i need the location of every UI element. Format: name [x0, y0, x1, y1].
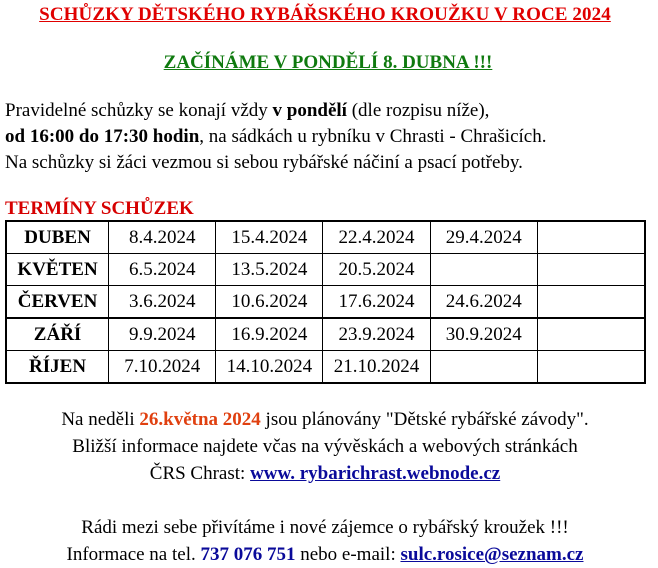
month-cell: ČERVEN [6, 286, 109, 319]
date-cell: 9.9.2024 [109, 318, 216, 351]
footer-line-5 [0, 541, 650, 568]
intro-bold-time: od 16:00 do 17:30 hodin [5, 126, 200, 147]
date-cell: 24.6.2024 [430, 286, 537, 319]
date-cell [537, 254, 645, 286]
intro-text: , na sádkách u rybníku v Chrasti - Chrašicích. [199, 126, 547, 147]
date-cell: 23.9.2024 [323, 318, 430, 351]
date-cell: 14.10.2024 [216, 351, 323, 384]
intro-line-1 [5, 98, 655, 124]
intro-text: Pravidelné schůzky se konají vždy [5, 100, 273, 121]
date-cell: 7.10.2024 [109, 351, 216, 384]
date-cell: 6.5.2024 [109, 254, 216, 286]
date-cell: 29.4.2024 [430, 221, 537, 254]
month-cell: KVĚTEN [6, 254, 109, 286]
start-announcement: ZAČÍNÁME V PONDĚLÍ 8. DUBNA !!! [163, 52, 493, 73]
date-cell: 10.6.2024 [216, 286, 323, 319]
date-cell: 20.5.2024 [323, 254, 430, 286]
footer-line-3 [0, 460, 650, 487]
date-cell [537, 221, 645, 254]
schedule-row [6, 351, 645, 384]
date-cell [430, 351, 537, 384]
month-cell: ŘÍJEN [6, 351, 109, 384]
date-cell [537, 351, 645, 384]
phone-number: 737 076 751 [200, 544, 296, 565]
date-cell: 22.4.2024 [323, 221, 430, 254]
footer-line-2: Bližší informace najdete včas na vývěskách a webových stránkách [72, 436, 578, 457]
date-cell: 15.4.2024 [216, 221, 323, 254]
footer-spacer [0, 487, 650, 514]
date-cell: 16.9.2024 [216, 318, 323, 351]
footer-line-4: Rádi mezi sebe přivítáme i nové zájemce o rybářský kroužek !!! [81, 517, 569, 538]
footer-text: ČRS Chrast: [149, 463, 251, 484]
footer-line-1 [0, 406, 650, 433]
schedule-row [6, 318, 645, 351]
schedule-row [6, 221, 645, 254]
schedule-row [6, 286, 645, 319]
date-cell [537, 286, 645, 319]
month-cell: ZÁŘÍ [6, 318, 109, 351]
date-cell: 17.6.2024 [323, 286, 430, 319]
website-link[interactable]: www. rybarichrast.webnode.cz [250, 463, 501, 484]
date-cell: 8.4.2024 [109, 221, 216, 254]
date-cell [537, 318, 645, 351]
date-cell: 13.5.2024 [216, 254, 323, 286]
intro-line-3: Na schůzky si žáci vezmou si sebou rybářské náčiní a psací potřeby. [5, 152, 523, 173]
footer-text: Na neděli [61, 409, 140, 430]
schedule-row [6, 254, 645, 286]
date-cell: 21.10.2024 [323, 351, 430, 384]
intro-line-2 [5, 124, 655, 150]
footer-text: nebo e-mail: [295, 544, 401, 565]
intro-text: (dle rozpisu níže), [346, 100, 490, 121]
footer-info [0, 406, 650, 568]
date-cell [430, 254, 537, 286]
footer-text: Informace na tel. [66, 544, 201, 565]
footer-text: jsou plánovány "Dětské rybářské závody". [260, 409, 589, 430]
schedule-table [5, 220, 646, 384]
month-cell: DUBEN [6, 221, 109, 254]
competition-date: 26.května 2024 [139, 409, 261, 430]
date-cell: 3.6.2024 [109, 286, 216, 319]
email-link[interactable]: sulc.rosice@seznam.cz [400, 544, 584, 565]
schedule-heading: TERMÍNY SCHŮZEK [5, 198, 194, 219]
intro-bold-day: v pondělí [272, 100, 347, 121]
page-title: SCHŮZKY DĚTSKÉHO RYBÁŘSKÉHO KROUŽKU V ROCE 2024 [39, 4, 611, 25]
date-cell: 30.9.2024 [430, 318, 537, 351]
intro-paragraph [5, 98, 655, 176]
